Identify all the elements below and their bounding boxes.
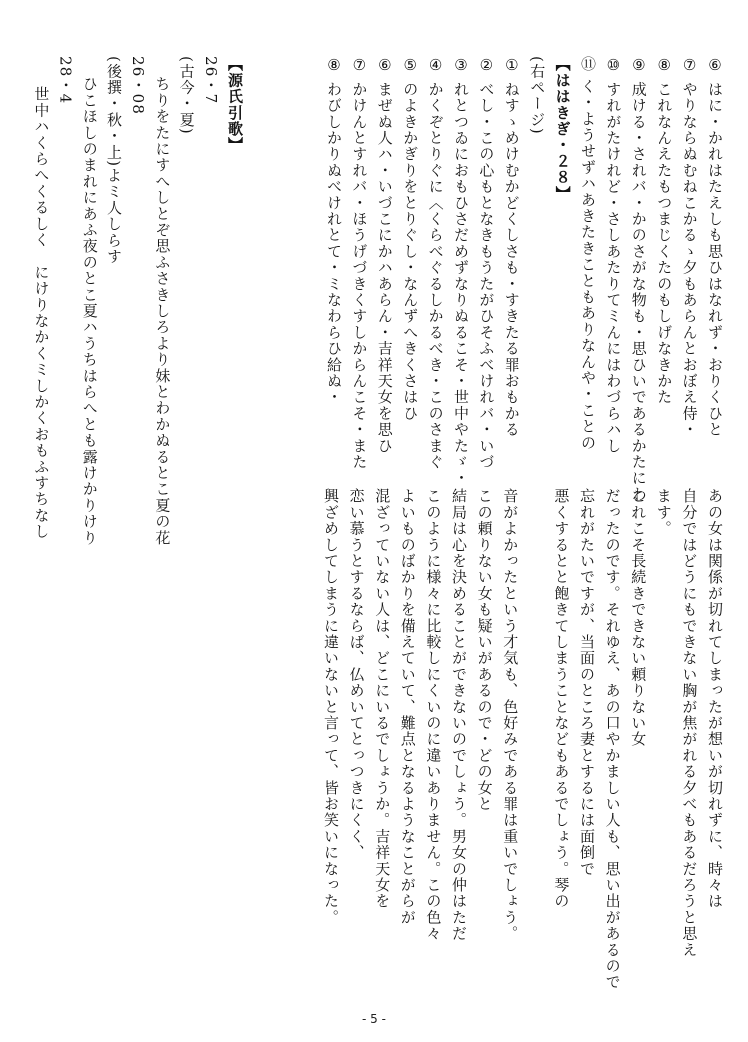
poem-citation-column: (古今・夏) — [177, 56, 196, 135]
translation-column: 忘れがたいですが、当面のところ妻とするには面倒で — [578, 488, 596, 877]
original-text-column: ④ かくぞとりぐに〈くらべぐるしかるべき・このさまぐ — [426, 56, 445, 470]
original-text-column: 【ははきぎ・２８】 — [553, 56, 572, 202]
translation-column: ます。 — [654, 488, 673, 537]
translation-column: だったのです。それゆえ、あの口やかましい人も、思い出があるので — [603, 488, 622, 991]
translation-column: 恋い慕うとするならば、仏めいてとっつきにくく、 — [347, 488, 366, 861]
original-text-column: ⑥ はに・かれはたえしも思ひはなれず・おりくひと — [706, 56, 724, 438]
original-text-column: ② べし・この心もとなきもうたがひそふべけれバ・いづ — [477, 56, 496, 470]
translation-column: この頼りない女も疑いがあるので・どの女と — [475, 488, 494, 812]
poem-citation-column: ひこほしのまれにあふ夜のとこ夏ハうちはらへとも露けかりけり — [80, 76, 99, 546]
poem-citation-column: ちりをたにすへしとぞ思ふさきしろより妹とわかぬるとこ夏の花 — [153, 76, 172, 546]
translation-column: 悪くするとと飽きてしまうことなどもあるでしょう。琴の — [552, 488, 571, 910]
poem-citation-column: 【源氏引歌】 — [226, 56, 244, 154]
translation-column: 混ざっていない人は、どこにいるでしょうか。吉祥天女を — [373, 488, 392, 910]
translation-column: 結局は心を決めることができないのでしょう。男女の仲はただ — [450, 488, 468, 942]
poem-citation-column: 26・08 — [129, 56, 148, 116]
original-text-column: ① ねすゝめけむかどくしさも・すきたる罪おもかる — [502, 56, 521, 438]
translation-column: これこそ長続きできない頼りない女 — [629, 488, 648, 748]
translation-column: このように様々に比較しにくいのに違いありません。この色々 — [424, 488, 443, 942]
original-text-column: ⑩ すれがたけれど・さしあたりてミんにはわづらハし — [604, 56, 623, 454]
poem-citation-column: 26・7 — [201, 56, 220, 105]
page-number: - 5 - — [362, 1012, 386, 1026]
original-text-column: ⑦ やりならぬむねこかるゝ夕もあらんとおぼえ侍・ — [680, 56, 699, 438]
original-text-column: ⑧ これなんえたもつまじくたのもしげなきかた — [655, 56, 674, 406]
poem-citation-column: (後撰・秋・上)よミ人しらす — [105, 56, 123, 265]
poem-citation-column: 28・4 — [56, 56, 75, 105]
translation-column: よいものばかりを備えていて、難点となるようなことがらが — [398, 488, 417, 926]
poem-citation-column: 世中ハくらへくるしく にけりなかくミしかくおもふすちなし — [32, 86, 51, 540]
original-text-column: ⑪ く・ようせずハあきたきこともありなんや・ことの — [579, 56, 597, 451]
original-text-column: ⑨ 成ける・されバ・かのさがな物も・思ひいであるかたにわ — [629, 56, 648, 503]
original-text-column: ⑦ かけんとすれバ・ほうげづきくすしからんこそ・また — [350, 56, 369, 470]
original-text-column: ③ れとつゐにおもひさだめずなりぬるこそ・世中やたゞ・ — [452, 56, 470, 487]
translation-column: 音がよかったという才気も、色好みである罪は重いでしょう。 — [501, 488, 520, 942]
translation-column: あの女は関係が切れてしまったが想いが切れずに、時々は — [706, 488, 724, 910]
translation-column: 興ざめしてしまうに違いないと言って、皆お笑いになった。 — [322, 488, 340, 926]
original-text-column: ⑤ のよきかぎりをとりぐし・なんずへきくさはひ — [401, 56, 420, 422]
original-text-column: (右ページ) — [528, 56, 547, 135]
translation-column: 自分ではどうにもできない胸が焦がれる夕べもあるだろうと思え — [680, 488, 699, 958]
original-text-column: ⑧ わびしかりぬべけれとて・ミなわらひ給ぬ・ — [325, 56, 343, 406]
original-text-column: ⑥ まぜぬ人ハ・いづこにかハあらん・吉祥天女を思ひ — [375, 56, 394, 454]
